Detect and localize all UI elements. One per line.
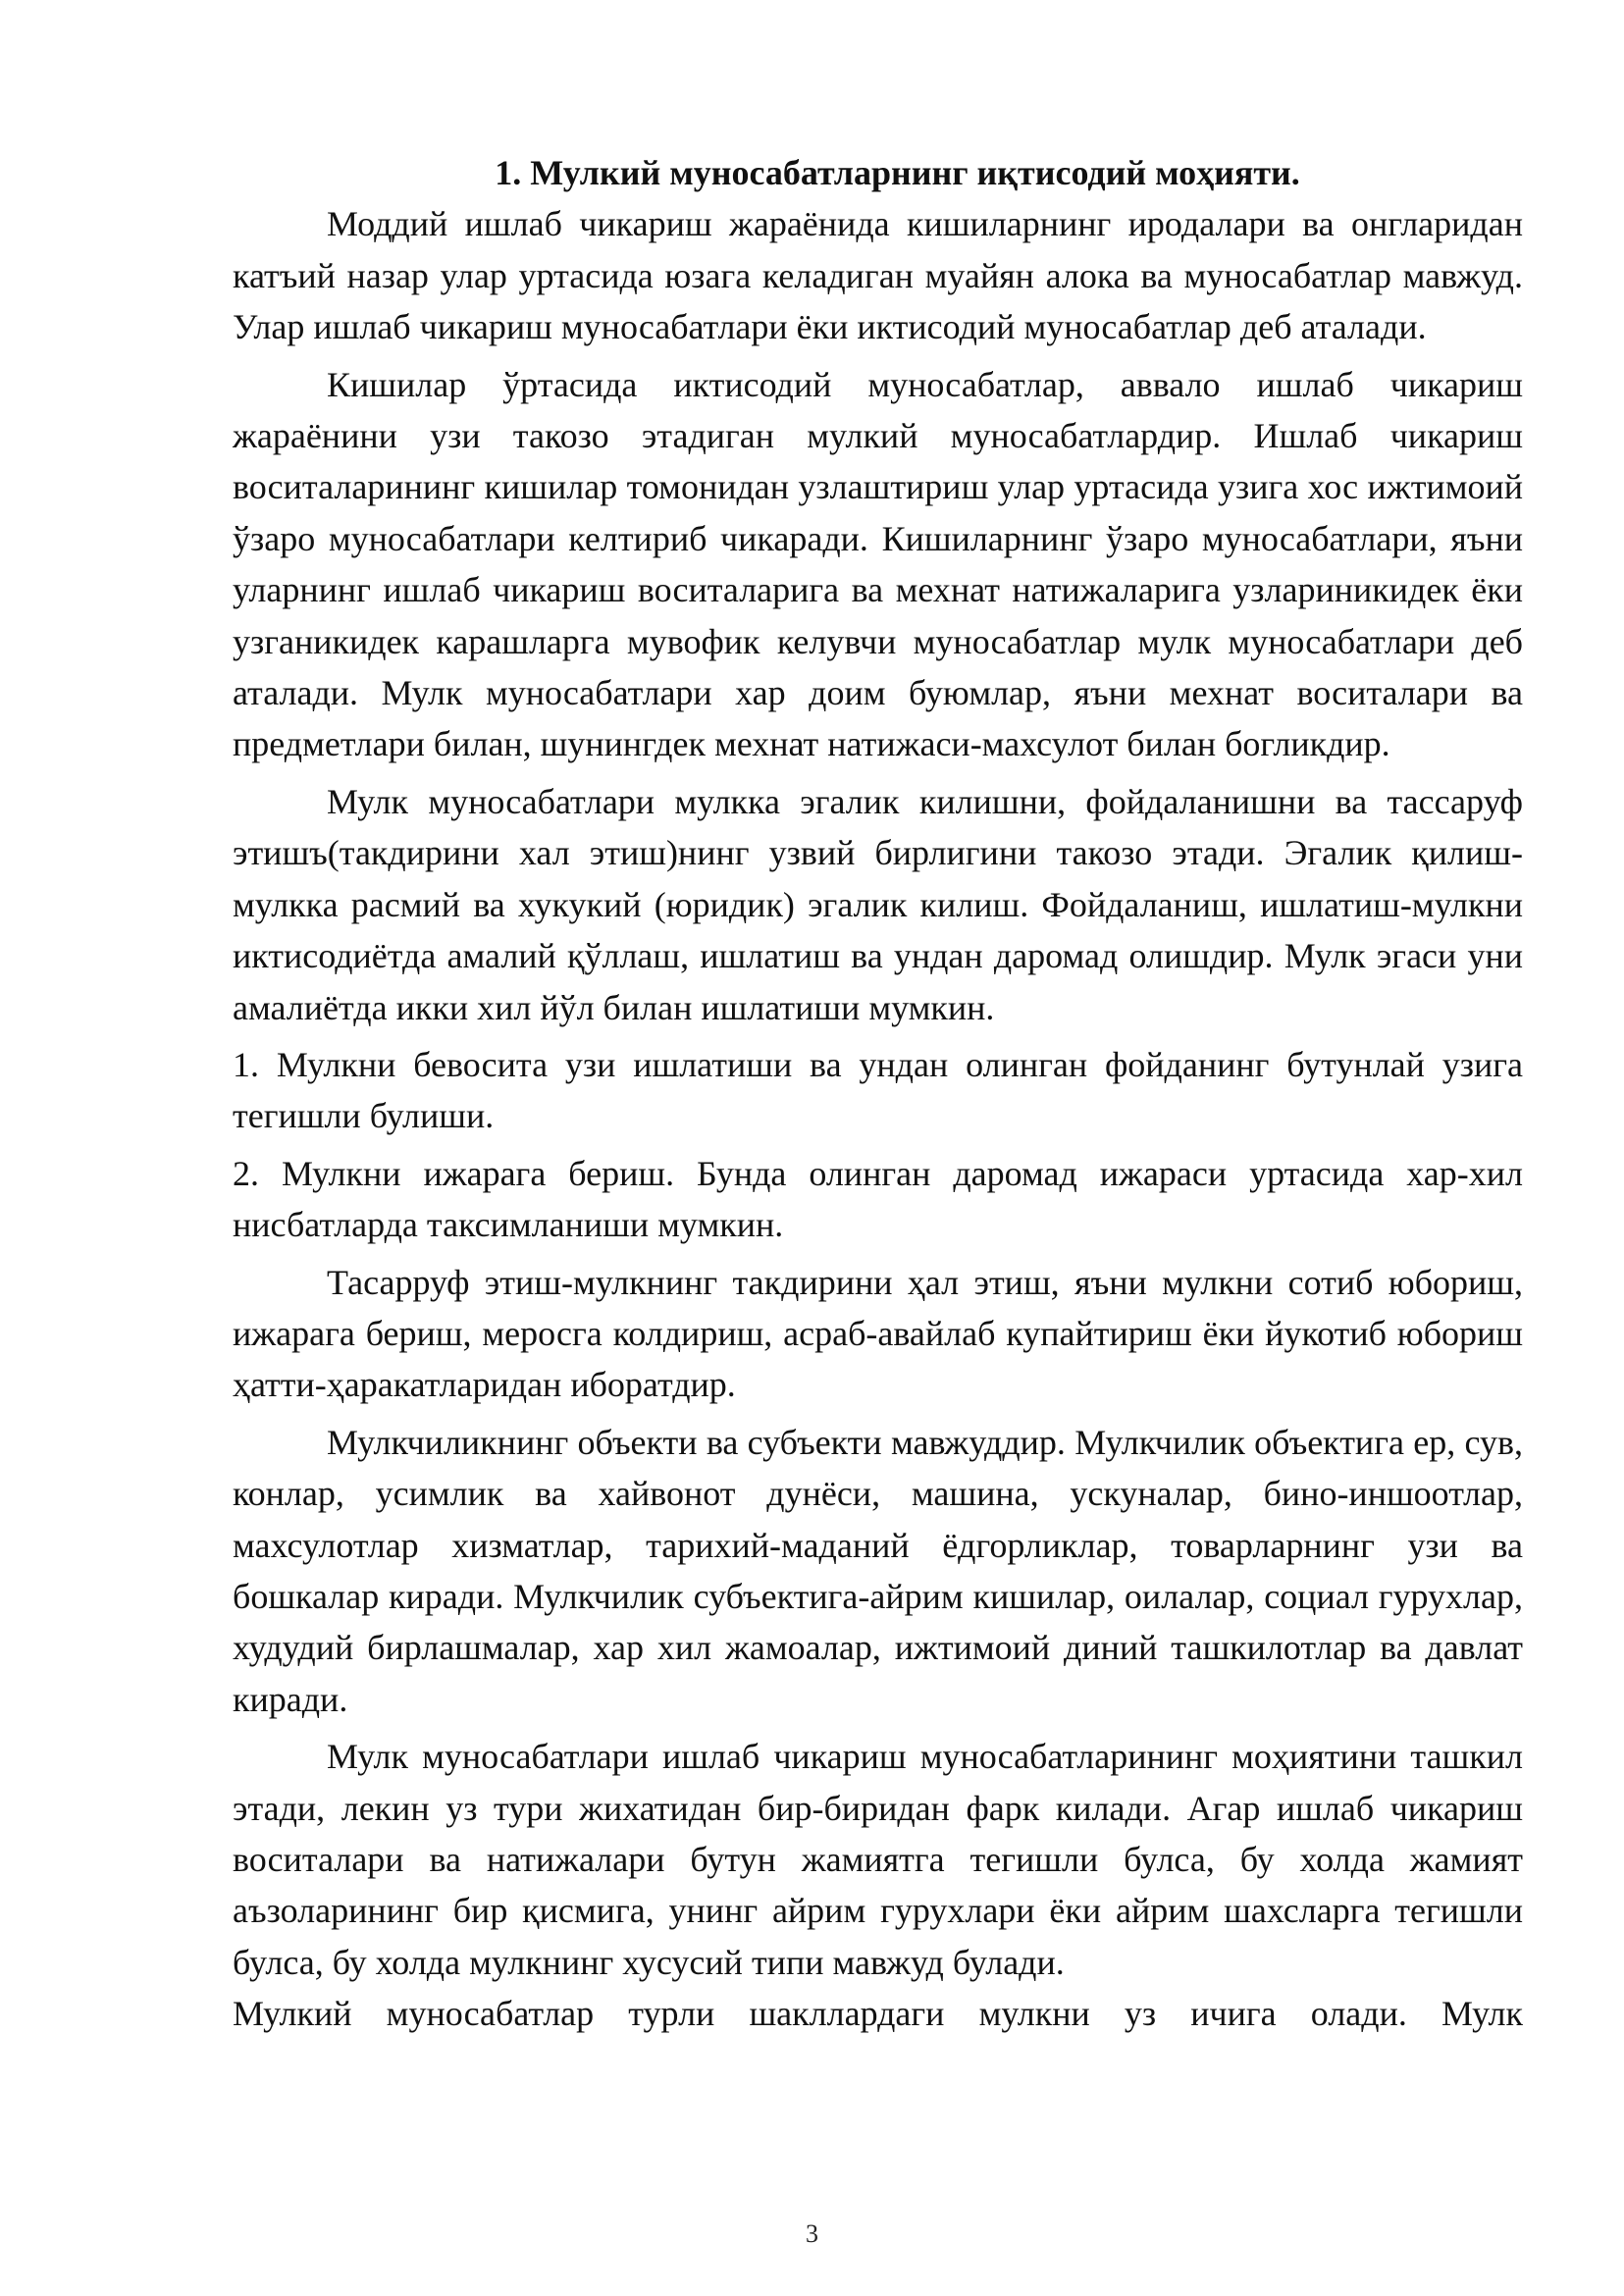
list-item-1: 1. Мулкни бевосита узи ишлатиши ва ундан олинган фойданинг бутунлай узига тегишли булиши. xyxy=(233,1044,1523,1136)
paragraph-1: Моддий ишлаб чикариш жараёнида кишиларнинг иродалари ва онгларидан катъий назар улар уртасида юзага келадиган муайян алока ва муносабатлар мавжуд. Улар ишлаб чикариш муносабатлари ёки иктисодий муносабатлар деб аталади. xyxy=(233,204,1523,347)
list-item-2: 2. Мулкни ижарага бериш. Бунда олинган даромад ижараси уртасида хар-хил нисбатларда таксимланиши мумкин. xyxy=(233,1153,1523,1245)
section-title: 1. Мулкий муносабатларнинг иқтисодий моҳияти. xyxy=(495,153,1300,192)
paragraph-5: Мулкчиликнинг объекти ва субъекти мавжуддир. Мулкчилик объектига ер, сув, конлар, усимлик ва хайвонот дунёси, машина, ускуналар, бино-иншоотлар, махсулотлар хизматлар, тарихий-маданий ёдгорликлар, товарларнинг узи ва бошкалар киради. Мулкчилик субъектига-айрим кишилар, оилалар, социал гурухлар, худудий бирлашмалар, хар хил жамоалар, ижтимоий диний ташкилотлар ва давлат киради. xyxy=(233,1422,1523,1719)
paragraph-4: Тасарруф этиш-мулкнинг такдирини ҳал этиш, яъни мулкни сотиб юбориш, ижарага бериш, меросга колдириш, асраб-авайлаб купайтириш ёки йукотиб юбориш ҳатти-ҳаракатларидан иборатдир. xyxy=(233,1262,1523,1405)
page-number: 3 xyxy=(806,2219,818,2248)
page-body xyxy=(233,147,1523,2040)
continuation-line: Мулкий муносабатлар турли шакллардаги мулкни уз ичига олади. Мулк xyxy=(233,1994,1523,2034)
paragraph-6: Мулк муносабатлари ишлаб чикариш муносабатларининг моҳиятини ташкил этади, лекин уз тури жихатидан бир-биридан фарк килади. Агар ишлаб чикариш воситалари ва натижалари бутун жамиятга тегишли булса, бу холда жамият аъзоларининг бир қисмига, унинг айрим гурухлари ёки айрим шахсларга тегишли булса, бу холда мулкнинг хусусий типи мавжуд булади. xyxy=(233,1737,1523,1982)
paragraph-3: Мулк муносабатлари мулкка эгалик килишни, фойдаланишни ва тассаруф этишъ(такдирини хал этиш)нинг узвий бирлигини такозо этади. Эгалик қилиш-мулкка расмий ва хукукий (юридик) эгалик килиш. Фойдаланиш, ишлатиш-мулкни иктисодиётда амалий қўллаш, ишлатиш ва ундан даромад олишдир. Мулк эгаси уни амалиётда икки хил йўл билан ишлатиши мумкин. xyxy=(233,781,1523,1027)
paragraph-2: Кишилар ўртасида иктисодий муносабатлар, аввало ишлаб чикариш жараёнини узи такозо этадиган мулкий муносабатлардир. Ишлаб чикариш воситаларининг кишилар томонидан узлаштириш улар уртасида узига хос ижтимоий ўзаро муносабатлари келтириб чикаради. Кишиларнинг ўзаро муносабатлари, яъни уларнинг ишлаб чикариш воситаларига ва мехнат натижаларига узлариникидек ёки узганикидек карашларга мувофик келувчи муносабатлар мулк муносабатлари деб аталади. Мулк муносабатлари хар доим буюмлар, яъни мехнат воситалари ва предметлари билан, шунингдек мехнат натижаси-махсулот билан богликдир. xyxy=(233,364,1523,764)
